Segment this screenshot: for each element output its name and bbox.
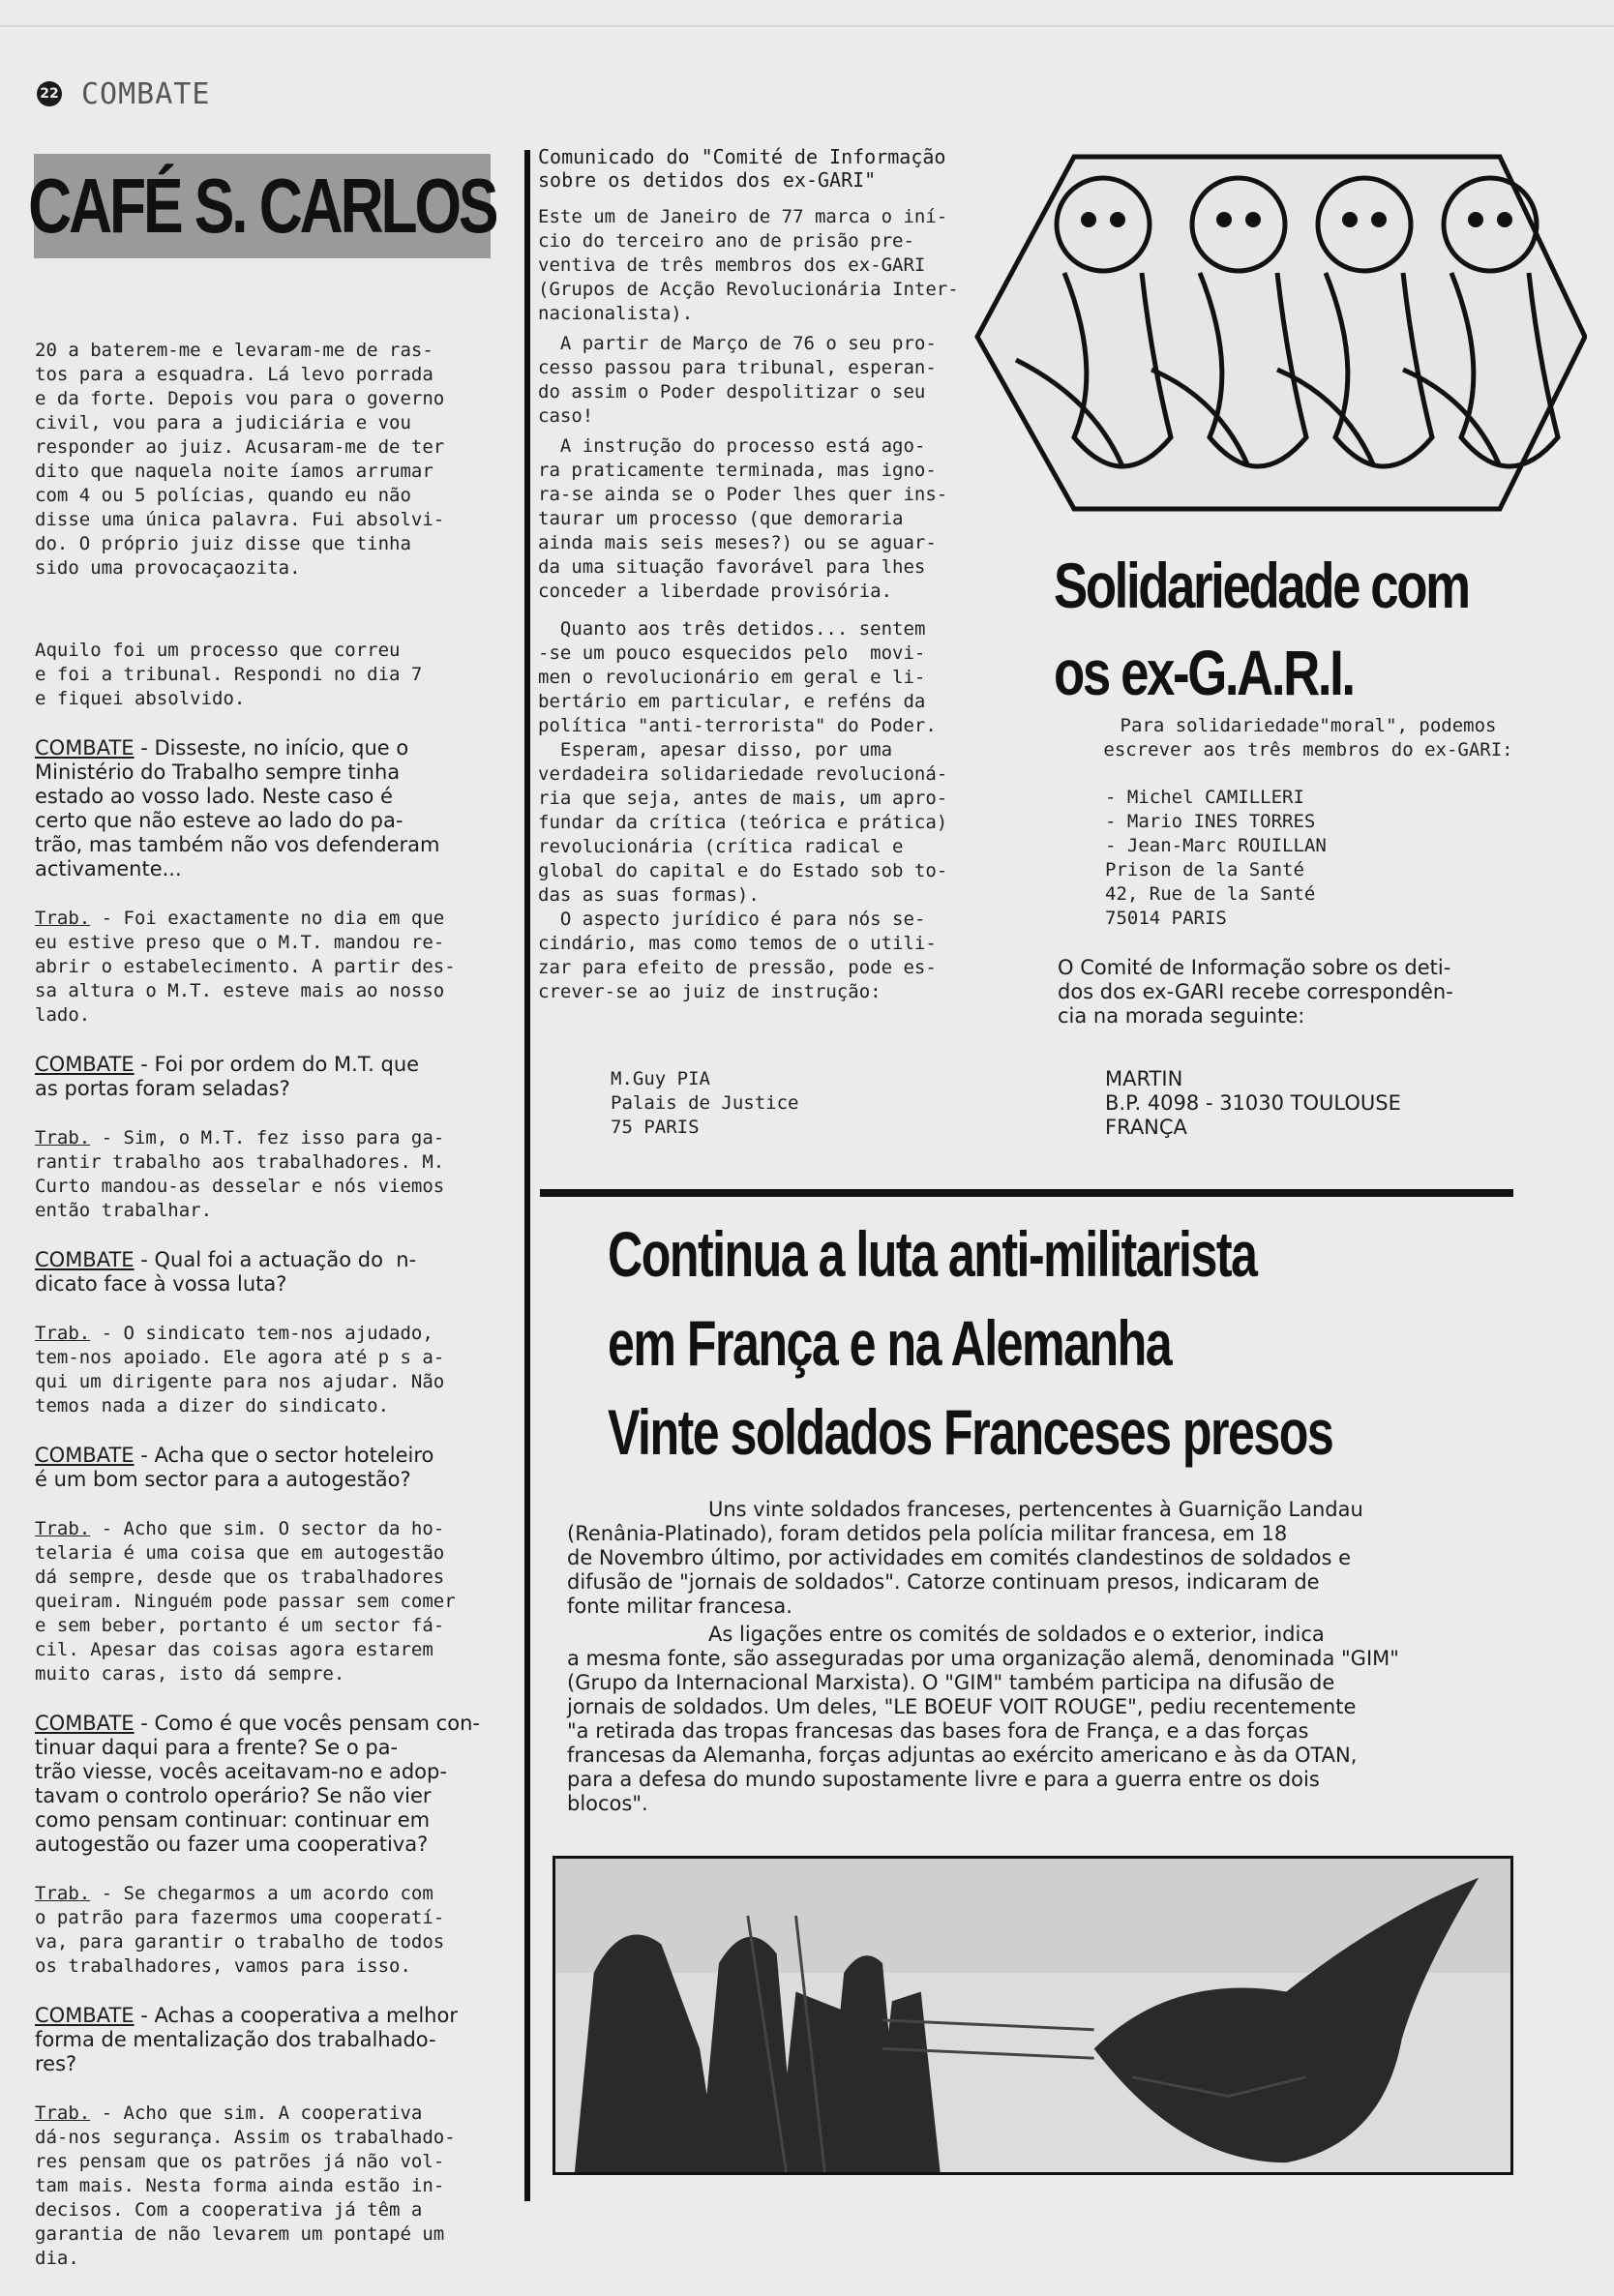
headline-line: em França e na Alemanha [608,1307,1172,1379]
column-divider [524,150,530,2201]
headline-line: Continua a luta anti-militarista [608,1218,1257,1290]
qa-speaker: Trab. [35,1323,91,1344]
solidarity-intro: Para solidariedade"moral", podemos escrever aos três membros do ex-GARI: [1103,715,1513,760]
qa-item [35,1444,499,1492]
qa-item [35,1248,499,1297]
publication-name: COMBATE [81,77,211,111]
cafe-article [35,339,499,2296]
qa-speaker: Trab. [35,1518,91,1539]
solidarity-title [1054,542,1518,716]
qa-text: - Acho que sim. O sector da ho- telaria é uma coisa que em autogestão dá sempre, desde que os trabalhadores queiram. Ninguém pode passar sem comer e sem beber, portanto é um sector fá- cil. Apesar das coisas agora estarem muito caras, isto dá sempre. [35,1518,456,1685]
qa-speaker: COMBATE [35,2004,134,2027]
judge-address: M.Guy PIA Palais de Justice 75 PARIS [611,1068,799,1138]
qa-text: - Sim, o M.T. fez isso para ga- rantir trabalho aos trabalhadores. M. Curto mandou-as desselar e nós viemos então trabalhar. [35,1127,445,1221]
qa-item [35,1322,499,1418]
prisoners-list: - Michel CAMILLERI - Mario INES TORRES - Jean-Marc ROUILLAN Prison de la Santé 42, Rue de la Santé 75014 PARIS [1105,787,1327,929]
qa-speaker: COMBATE [35,1444,134,1467]
cafe-banner [28,154,496,258]
qa-item [35,1882,499,1979]
qa-text: - Se chegarmos a um acordo com o patrão para fazermos uma cooperatí- va, para garantir o trabalho de todos os trabalhadores, vamos para isso. [35,1883,445,1977]
qa-item [35,1712,499,1857]
qa-text: - Foi exactamente no dia em que eu estive preso que o M.T. mandou re- abrir o estabelecimento. A partir des- sa altura o M.T. esteve mais ao nosso lado. [35,908,456,1026]
gari-paragraph: Quanto aos três detidos... sentem -se um pouco esquecidos pelo movi- men o revolucionário em geral e li- bertário em particular, e reféns da política "anti-terrorista" do Poder. Esperam, apesar disso, por uma verdadeira solidariedade revolucioná- ria que seja, antes de mais, um apro- fundar da crítica (teórica e prática) revolucionária (crítica radical e global do capital e do Estado sob to- das as suas formas). O aspecto jurídico é para nós se- cindário, mas como temos de o utili- zar para efeito de pressão, pode es- crever-se ao juiz de instrução: [538,618,948,1002]
qa-speaker: Trab. [35,1883,91,1904]
qa-text: - Foi por ordem do M.T. que as portas foram seladas? [35,1053,420,1100]
article-paragraph: Uns vinte soldados franceses, pertencentes à Guarnição Landau (Renânia-Platinado), foram detidos pela polícia militar francesa, em 18 de Novembro último, por actividades em comités clandestinos de soldados e difusão de "jornais de soldados". Catorze continuam presos, indicaram de fonte militar francesa. [567,1498,1363,1618]
solidarity-title-text: Solidariedade com os ex-G.A.R.I. [1054,550,1469,708]
qa-speaker: COMBATE [35,736,134,760]
qa-text: - Achas a cooperativa a melhor forma de mentalização dos trabalhado- res? [35,2004,458,2075]
anti-militarist-article [567,1498,1467,1841]
qa-text: - Como é que vocês pensam con- tinuar daqui para a frente? Se o pa- trão viesse, vocês aceitavam-no e adop- tavam o controlo operário? Se não vier como pensam continuar: continuar em autogestão ou fazer uma cooperativa? [35,1712,480,1856]
qa-speaker: Trab. [35,908,91,929]
qa-item [35,1517,499,1686]
page-number-badge: 22 [37,81,62,106]
qa-speaker: Trab. [35,2102,91,2124]
anti-militarist-headline [608,1209,1614,1476]
qa-speaker: COMBATE [35,1248,134,1271]
qa-item [35,1053,499,1101]
qa-item [35,736,499,881]
qa-text: - Disseste, no início, que o Ministério do Trabalho sempre tinha estado ao vosso lado. Neste caso é certo que não esteve ao lado do pa- trão, mas também não vos defenderam activamente... [35,736,440,880]
cafe-paragraph: 20 a baterem-me e levaram-me de ras- tos para a esquadra. Lá levo porrada e da forte. Depois vou para o governo civil, vou para a judiciária e vou responder ao juiz. Acusaram-me de ter dito que naquela noite íamos arrumar com 4 ou 5 polícias, quando eu não disse uma única palavra. Fui absolvi- do. O próprio juiz disse que tinha sido uma provocaçaozita. [35,340,445,579]
article-paragraph: As ligações entre os comités de soldados e o exterior, indica a mesma fonte, são asseguradas por uma organização alemã, denominada "GIM" (Grupo da Internacional Marxista). O "GIM" também participa na difusão de jornais de soldados. Um deles, "LE BOEUF VOIT ROUGE", pediu recentemente "a retirada das tropas francesas das bases fora de França, e a das forças francesas da Alemanha, forças adjuntas ao exército americano e às da OTAN, para a defesa do mundo supostamente livre e para a guerra entre os dois blocos". [567,1623,1399,1815]
qa-speaker: COMBATE [35,1053,134,1076]
gari-heading: Comunicado do "Comité de Informação sobre os detidos dos ex-GARI" [538,145,946,192]
gari-paragraph: A instrução do processo está ago- ra praticamente terminada, mas igno- ra-se ainda se o Poder lhes quer ins- taurar um processo (que demoraria ainda mais seis meses?) ou se aguar- da uma situação favorável para lhes conceder a liberdade provisória. [538,435,948,602]
gari-paragraph: Este um de Janeiro de 77 marca o iní- cio do terceiro ano de prisão pre- ventiva de três membros dos ex-GARI (Grupos de Acção Revolucionária Inter- nacionalista). [538,206,959,324]
comite-address: MARTIN B.P. 4098 - 31030 TOULOUSE FRANÇA [1105,1067,1401,1139]
qa-speaker: COMBATE [35,1712,134,1735]
qa-text: - Qual foi a actuação do n- dicato face à vossa luta? [35,1248,417,1296]
qa-speaker: Trab. [35,1127,91,1148]
cafe-title: CAFÉ S. CARLOS [28,163,496,249]
see-no-evil-monkeys-illustration [958,147,1587,519]
top-rule [0,25,1614,27]
headline-line: Vinte soldados Franceses presos [608,1396,1333,1468]
qa-item [35,2102,499,2271]
qa-item [35,2004,499,2076]
comite-note: O Comité de Informação sobre os deti- dos dos ex-GARI recebe correspondên- cia na morada seguinte: [1058,956,1453,1028]
qa-text: - O sindicato tem-nos ajudado, tem-nos apoiado. Ele agora até p s a- qui um dirigente para nos ajudar. Não temos nada a dizer do sindicato. [35,1323,445,1416]
qa-item [35,1126,499,1223]
section-divider [540,1189,1513,1197]
qa-item [35,907,499,1028]
qa-text: - Acho que sim. A cooperativa dá-nos segurança. Assim os trabalhado- res pensam que os patrões já não vol- tam mais. Nesta forma ainda estão in- decisos. Com a cooperativa já têm a garantia de não levarem um pontapé um dia. [35,2102,456,2269]
gari-communique [538,145,993,1029]
gari-paragraph: A partir de Março de 76 o seu pro- cesso passou para tribunal, esperan- do assim o Poder despolitizar o seu caso! [538,333,937,427]
qa-text: - Acha que o sector hoteleiro é um bom sector para a autogestão? [35,1444,434,1491]
soldiers-engraving-illustration [553,1856,1513,2175]
cafe-paragraph: Aquilo foi um processo que correu e foi a tribunal. Respondi no dia 7 e fiquei absolvido. [35,640,423,709]
